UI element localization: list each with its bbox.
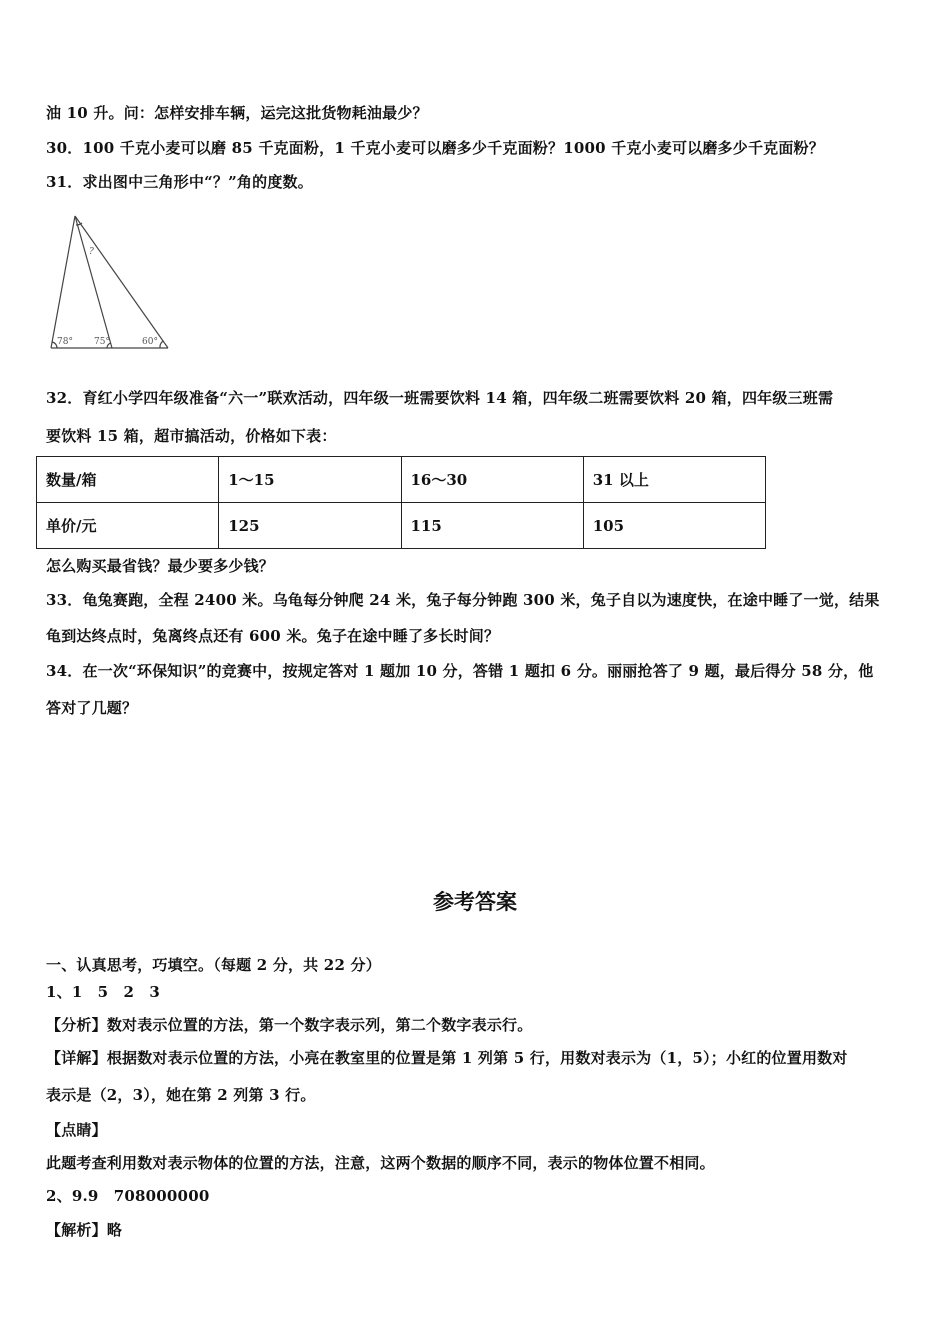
analysis-text: 略	[106, 1221, 123, 1239]
triangle-right-side	[75, 216, 168, 348]
question-31: 31．求出图中三角形中“？”角的度数。	[46, 173, 313, 191]
table-cell: 115	[401, 503, 583, 549]
question-32-ask: 怎么购买最省钱？最少要多少钱？	[46, 557, 275, 575]
q29-tail-text: 油 10 升。问：怎样安排车辆，运完这批货物耗油最少？	[46, 104, 428, 122]
detail-text: 根据数对表示位置的方法，小亮在教室里的位置是第 1 列第 5 行，用数对表示为（1，5）；小红的位置用数对	[106, 1049, 848, 1067]
angle-label-60: 60°	[142, 337, 158, 347]
answer-1-detail-line2: 表示是（2，3），她在第 2 列第 3 行。	[46, 1086, 316, 1104]
table-cell: 125	[219, 503, 401, 549]
triangle-figure	[46, 210, 176, 355]
table-cell: 31 以上	[583, 457, 765, 503]
triangle-left-side	[51, 216, 75, 348]
angle-label-75: 75°	[94, 337, 110, 347]
table-cell: 105	[583, 503, 765, 549]
price-table	[36, 456, 766, 549]
answer-1-tip-tag: 【点睛】	[46, 1121, 107, 1139]
answer-1: 1、1 5 2 3	[46, 983, 160, 1001]
table-row	[37, 503, 766, 549]
question-32-line2: 要饮料 15 箱，超市搞活动，价格如下表：	[46, 427, 337, 445]
answers-section-1: 一、认真思考，巧填空。（每题 2 分，共 22 分）	[46, 956, 381, 974]
question-33-line2: 龟到达终点时，兔离终点还有 600 米。兔子在途中睡了多长时间？	[46, 627, 500, 645]
analysis-tag: 【分析】	[46, 1016, 107, 1034]
angle-label-78: 78°	[57, 337, 73, 347]
answer-2: 2、9.9 708000000	[46, 1187, 210, 1205]
triangle-inner-line	[75, 216, 112, 348]
analysis-text: 数对表示位置的方法，第一个数字表示列，第二个数字表示行。	[106, 1016, 533, 1034]
question-30: 30．100 千克小麦可以磨 85 千克面粉，1 千克小麦可以磨多少千克面粉？1000 千克小麦可以磨多少千克面粉？	[46, 139, 824, 157]
table-cell: 单价/元	[37, 503, 219, 549]
question-32-line1: 32．育红小学四年级准备“六一”联欢活动，四年级一班需要饮料 14 箱，四年级二班需要饮料 20 箱，四年级三班需	[46, 389, 834, 407]
question-33-line1: 33．龟兔赛跑，全程 2400 米。乌龟每分钟爬 24 米，兔子每分钟跑 300 米，兔子自以为速度快，在途中睡了一觉，结果	[46, 591, 880, 609]
detail-tag: 【详解】	[46, 1049, 107, 1067]
question-34-line1: 34．在一次“环保知识”的竞赛中，按规定答对 1 题加 10 分，答错 1 题扣 6 分。丽丽抢答了 9 题，最后得分 58 分，他	[46, 662, 874, 680]
table-cell: 1～15	[219, 457, 401, 503]
angle-label-unknown: ?	[89, 247, 94, 257]
question-34-line2: 答对了几题？	[46, 699, 138, 717]
analysis-tag: 【解析】	[46, 1221, 107, 1239]
answers-title: 参考答案	[433, 890, 517, 914]
angle-arc-right	[160, 341, 163, 348]
answer-1-detail	[46, 1047, 848, 1068]
answer-1-tip: 此题考查利用数对表示物体的位置的方法，注意，这两个数据的顺序不同，表示的物体位置不相同。	[46, 1154, 715, 1172]
answer-1-analysis	[46, 1014, 532, 1035]
answer-2-analysis	[46, 1219, 122, 1240]
table-row	[37, 457, 766, 503]
table-cell: 数量/箱	[37, 457, 219, 503]
table-cell: 16～30	[401, 457, 583, 503]
